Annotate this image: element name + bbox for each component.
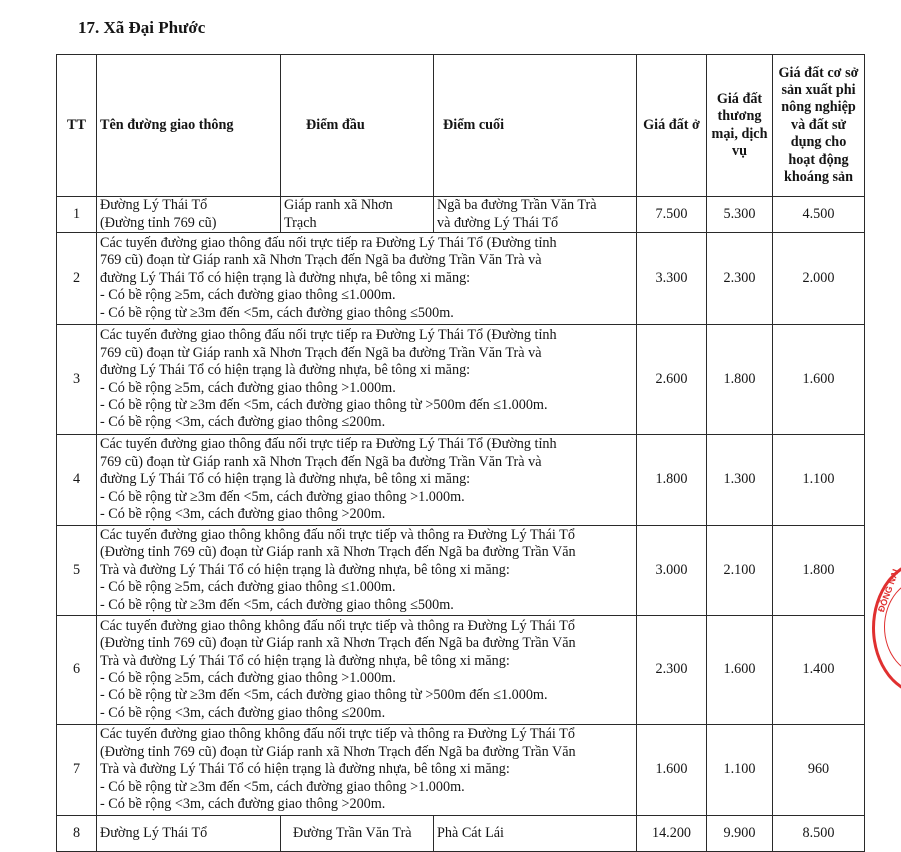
residential-price: 2.600 bbox=[637, 325, 707, 435]
col-residential-header: Giá đất ở bbox=[637, 55, 707, 197]
production-price: 1.800 bbox=[773, 526, 865, 616]
description-line: - Có bề rộng ≥5m, cách đường giao thông >1.000m. bbox=[100, 379, 396, 396]
table-row bbox=[57, 526, 865, 616]
road-name-line: Đường Lý Thái Tổ bbox=[100, 824, 208, 841]
commercial-price: 2.300 bbox=[707, 233, 773, 325]
description-line: - Có bề rộng ≥5m, cách đường giao thông ≤1.000m. bbox=[100, 579, 396, 596]
start-point-cell bbox=[281, 197, 434, 233]
table-row bbox=[57, 616, 865, 725]
row-number: 6 bbox=[57, 616, 97, 725]
road-name-line: Đường Lý Thái Tổ bbox=[100, 197, 208, 214]
description-line: - Có bề rộng <3m, cách đường giao thông >200m. bbox=[100, 796, 386, 813]
description-line: đường Lý Thái Tổ có hiện trạng là đường nhựa, bê tông xi măng: bbox=[100, 362, 471, 379]
description-line: (Đường tỉnh 769 cũ) đoạn từ Giáp ranh xã Nhơn Trạch đến Ngã ba đường Trần Văn bbox=[100, 743, 576, 760]
row-number: 8 bbox=[57, 816, 97, 852]
road-description-cell bbox=[97, 725, 637, 816]
commercial-price: 1.600 bbox=[707, 616, 773, 725]
col-end-header: Điểm cuối bbox=[434, 55, 637, 197]
description-line: Trà và đường Lý Thái Tổ có hiện trạng là đường nhựa, bê tông xi măng: bbox=[100, 561, 510, 578]
row-number: 3 bbox=[57, 325, 97, 435]
table-row bbox=[57, 197, 865, 233]
row-number: 4 bbox=[57, 435, 97, 526]
land-price-table bbox=[56, 54, 865, 852]
description-line: Các tuyến đường giao thông không đấu nối trực tiếp và thông ra Đường Lý Thái Tổ bbox=[100, 726, 575, 743]
residential-price: 3.300 bbox=[637, 233, 707, 325]
col-production-header: Giá đất cơ sở sản xuất phi nông nghiệp và đất sử dụng cho hoạt động khoáng sản bbox=[773, 55, 865, 197]
description-line: - Có bề rộng <3m, cách đường giao thông ≤200m. bbox=[100, 704, 386, 721]
start-point-cell bbox=[281, 816, 434, 852]
end-point-cell bbox=[434, 197, 637, 233]
description-line: - Có bề rộng từ ≥3m đến <5m, cách đường giao thông từ >500m đến ≤1.000m. bbox=[100, 687, 548, 704]
commercial-price: 1.300 bbox=[707, 435, 773, 526]
road-name-line: (Đường tỉnh 769 cũ) bbox=[100, 214, 217, 231]
table-row bbox=[57, 725, 865, 816]
commercial-price: 1.800 bbox=[707, 325, 773, 435]
production-price: 960 bbox=[773, 725, 865, 816]
col-start-header: Điểm đầu bbox=[281, 55, 434, 197]
description-line: Các tuyến đường giao thông đấu nối trực tiếp ra Đường Lý Thái Tổ (Đường tỉnh bbox=[100, 234, 557, 251]
start-point-line: Đường Trần Văn Trà bbox=[293, 824, 412, 841]
production-price: 1.600 bbox=[773, 325, 865, 435]
description-line: Trà và đường Lý Thái Tổ có hiện trạng là đường nhựa, bê tông xi măng: bbox=[100, 761, 510, 778]
production-price: 1.400 bbox=[773, 616, 865, 725]
commercial-price: 2.100 bbox=[707, 526, 773, 616]
end-point-line: Phà Cát Lái bbox=[437, 824, 504, 841]
row-number: 7 bbox=[57, 725, 97, 816]
residential-price: 7.500 bbox=[637, 197, 707, 233]
commercial-price: 9.900 bbox=[707, 816, 773, 852]
commercial-price: 5.300 bbox=[707, 197, 773, 233]
row-number: 5 bbox=[57, 526, 97, 616]
production-price: 2.000 bbox=[773, 233, 865, 325]
residential-price: 14.200 bbox=[637, 816, 707, 852]
table-row bbox=[57, 233, 865, 325]
description-line: 769 cũ) đoạn từ Giáp ranh xã Nhơn Trạch đến Ngã ba đường Trần Văn Trà và bbox=[100, 344, 542, 361]
table-row bbox=[57, 816, 865, 852]
description-line: (Đường tỉnh 769 cũ) đoạn từ Giáp ranh xã Nhơn Trạch đến Ngã ba đường Trần Văn bbox=[100, 635, 576, 652]
description-line: đường Lý Thái Tổ có hiện trạng là đường nhựa, bê tông xi măng: bbox=[100, 471, 471, 488]
road-description-cell bbox=[97, 325, 637, 435]
description-line: Trà và đường Lý Thái Tổ có hiện trạng là đường nhựa, bê tông xi măng: bbox=[100, 652, 510, 669]
residential-price: 1.800 bbox=[637, 435, 707, 526]
description-line: - Có bề rộng ≥5m, cách đường giao thông >1.000m. bbox=[100, 670, 396, 686]
road-description-cell bbox=[97, 616, 637, 725]
table-row bbox=[57, 435, 865, 526]
col-commercial-header: Giá đất thương mại, dịch vụ bbox=[707, 55, 773, 197]
road-name-cell bbox=[97, 197, 281, 233]
row-number: 2 bbox=[57, 233, 97, 325]
road-description-cell bbox=[97, 233, 637, 325]
start-point-line: Giáp ranh xã Nhơn bbox=[284, 197, 393, 214]
description-line: 769 cũ) đoạn từ Giáp ranh xã Nhơn Trạch đến Ngã ba đường Trần Văn Trà và bbox=[100, 252, 542, 269]
description-line: (Đường tỉnh 769 cũ) đoạn từ Giáp ranh xã Nhơn Trạch đến Ngã ba đường Trần Văn bbox=[100, 544, 576, 561]
production-price: 1.100 bbox=[773, 435, 865, 526]
end-point-line: và đường Lý Thái Tổ bbox=[437, 214, 559, 231]
end-point-line: Ngã ba đường Trần Văn Trà bbox=[437, 197, 597, 214]
description-line: - Có bề rộng từ ≥3m đến <5m, cách đường giao thông >1.000m. bbox=[100, 778, 465, 795]
description-line: Các tuyến đường giao thông đấu nối trực tiếp ra Đường Lý Thái Tổ (Đường tỉnh bbox=[100, 327, 557, 344]
description-line: đường Lý Thái Tổ có hiện trạng là đường nhựa, bê tông xi măng: bbox=[100, 269, 471, 286]
description-line: 769 cũ) đoạn từ Giáp ranh xã Nhơn Trạch đến Ngã ba đường Trần Văn Trà và bbox=[100, 453, 542, 470]
description-line: Các tuyến đường giao thông không đấu nối trực tiếp và thông ra Đường Lý Thái Tổ bbox=[100, 526, 575, 543]
col-road-header: Tên đường giao thông bbox=[97, 55, 281, 197]
production-price: 8.500 bbox=[773, 816, 865, 852]
description-line: - Có bề rộng từ ≥3m đến <5m, cách đường giao thông từ >500m đến ≤1.000m. bbox=[100, 396, 548, 413]
description-line: - Có bề rộng <3m, cách đường giao thông ≤200m. bbox=[100, 414, 386, 431]
road-name-cell bbox=[97, 816, 281, 852]
production-price: 4.500 bbox=[773, 197, 865, 233]
table-row bbox=[57, 325, 865, 435]
official-seal-text: ĐỒNG NAI bbox=[876, 567, 901, 614]
commercial-price: 1.100 bbox=[707, 725, 773, 816]
header-row bbox=[57, 55, 865, 197]
description-line: - Có bề rộng <3m, cách đường giao thông >200m. bbox=[100, 506, 386, 523]
col-tt-header: TT bbox=[57, 55, 97, 197]
section-heading: 17. Xã Đại Phước bbox=[78, 18, 206, 37]
road-description-cell bbox=[97, 435, 637, 526]
description-line: - Có bề rộng từ ≥3m đến <5m, cách đường giao thông ≤500m. bbox=[100, 596, 454, 613]
description-line: - Có bề rộng từ ≥3m đến <5m, cách đường giao thông ≤500m. bbox=[100, 304, 454, 321]
start-point-line: Trạch bbox=[284, 214, 317, 231]
residential-price: 3.000 bbox=[637, 526, 707, 616]
road-description-cell bbox=[97, 526, 637, 616]
description-line: Các tuyến đường giao thông không đấu nối trực tiếp và thông ra Đường Lý Thái Tổ bbox=[100, 617, 575, 634]
residential-price: 1.600 bbox=[637, 725, 707, 816]
residential-price: 2.300 bbox=[637, 616, 707, 725]
description-line: - Có bề rộng ≥5m, cách đường giao thông ≤1.000m. bbox=[100, 287, 396, 304]
description-line: Các tuyến đường giao thông đấu nối trực tiếp ra Đường Lý Thái Tổ (Đường tỉnh bbox=[100, 436, 557, 453]
description-line: - Có bề rộng từ ≥3m đến <5m, cách đường giao thông >1.000m. bbox=[100, 488, 465, 505]
row-number: 1 bbox=[57, 197, 97, 233]
end-point-cell bbox=[434, 816, 637, 852]
